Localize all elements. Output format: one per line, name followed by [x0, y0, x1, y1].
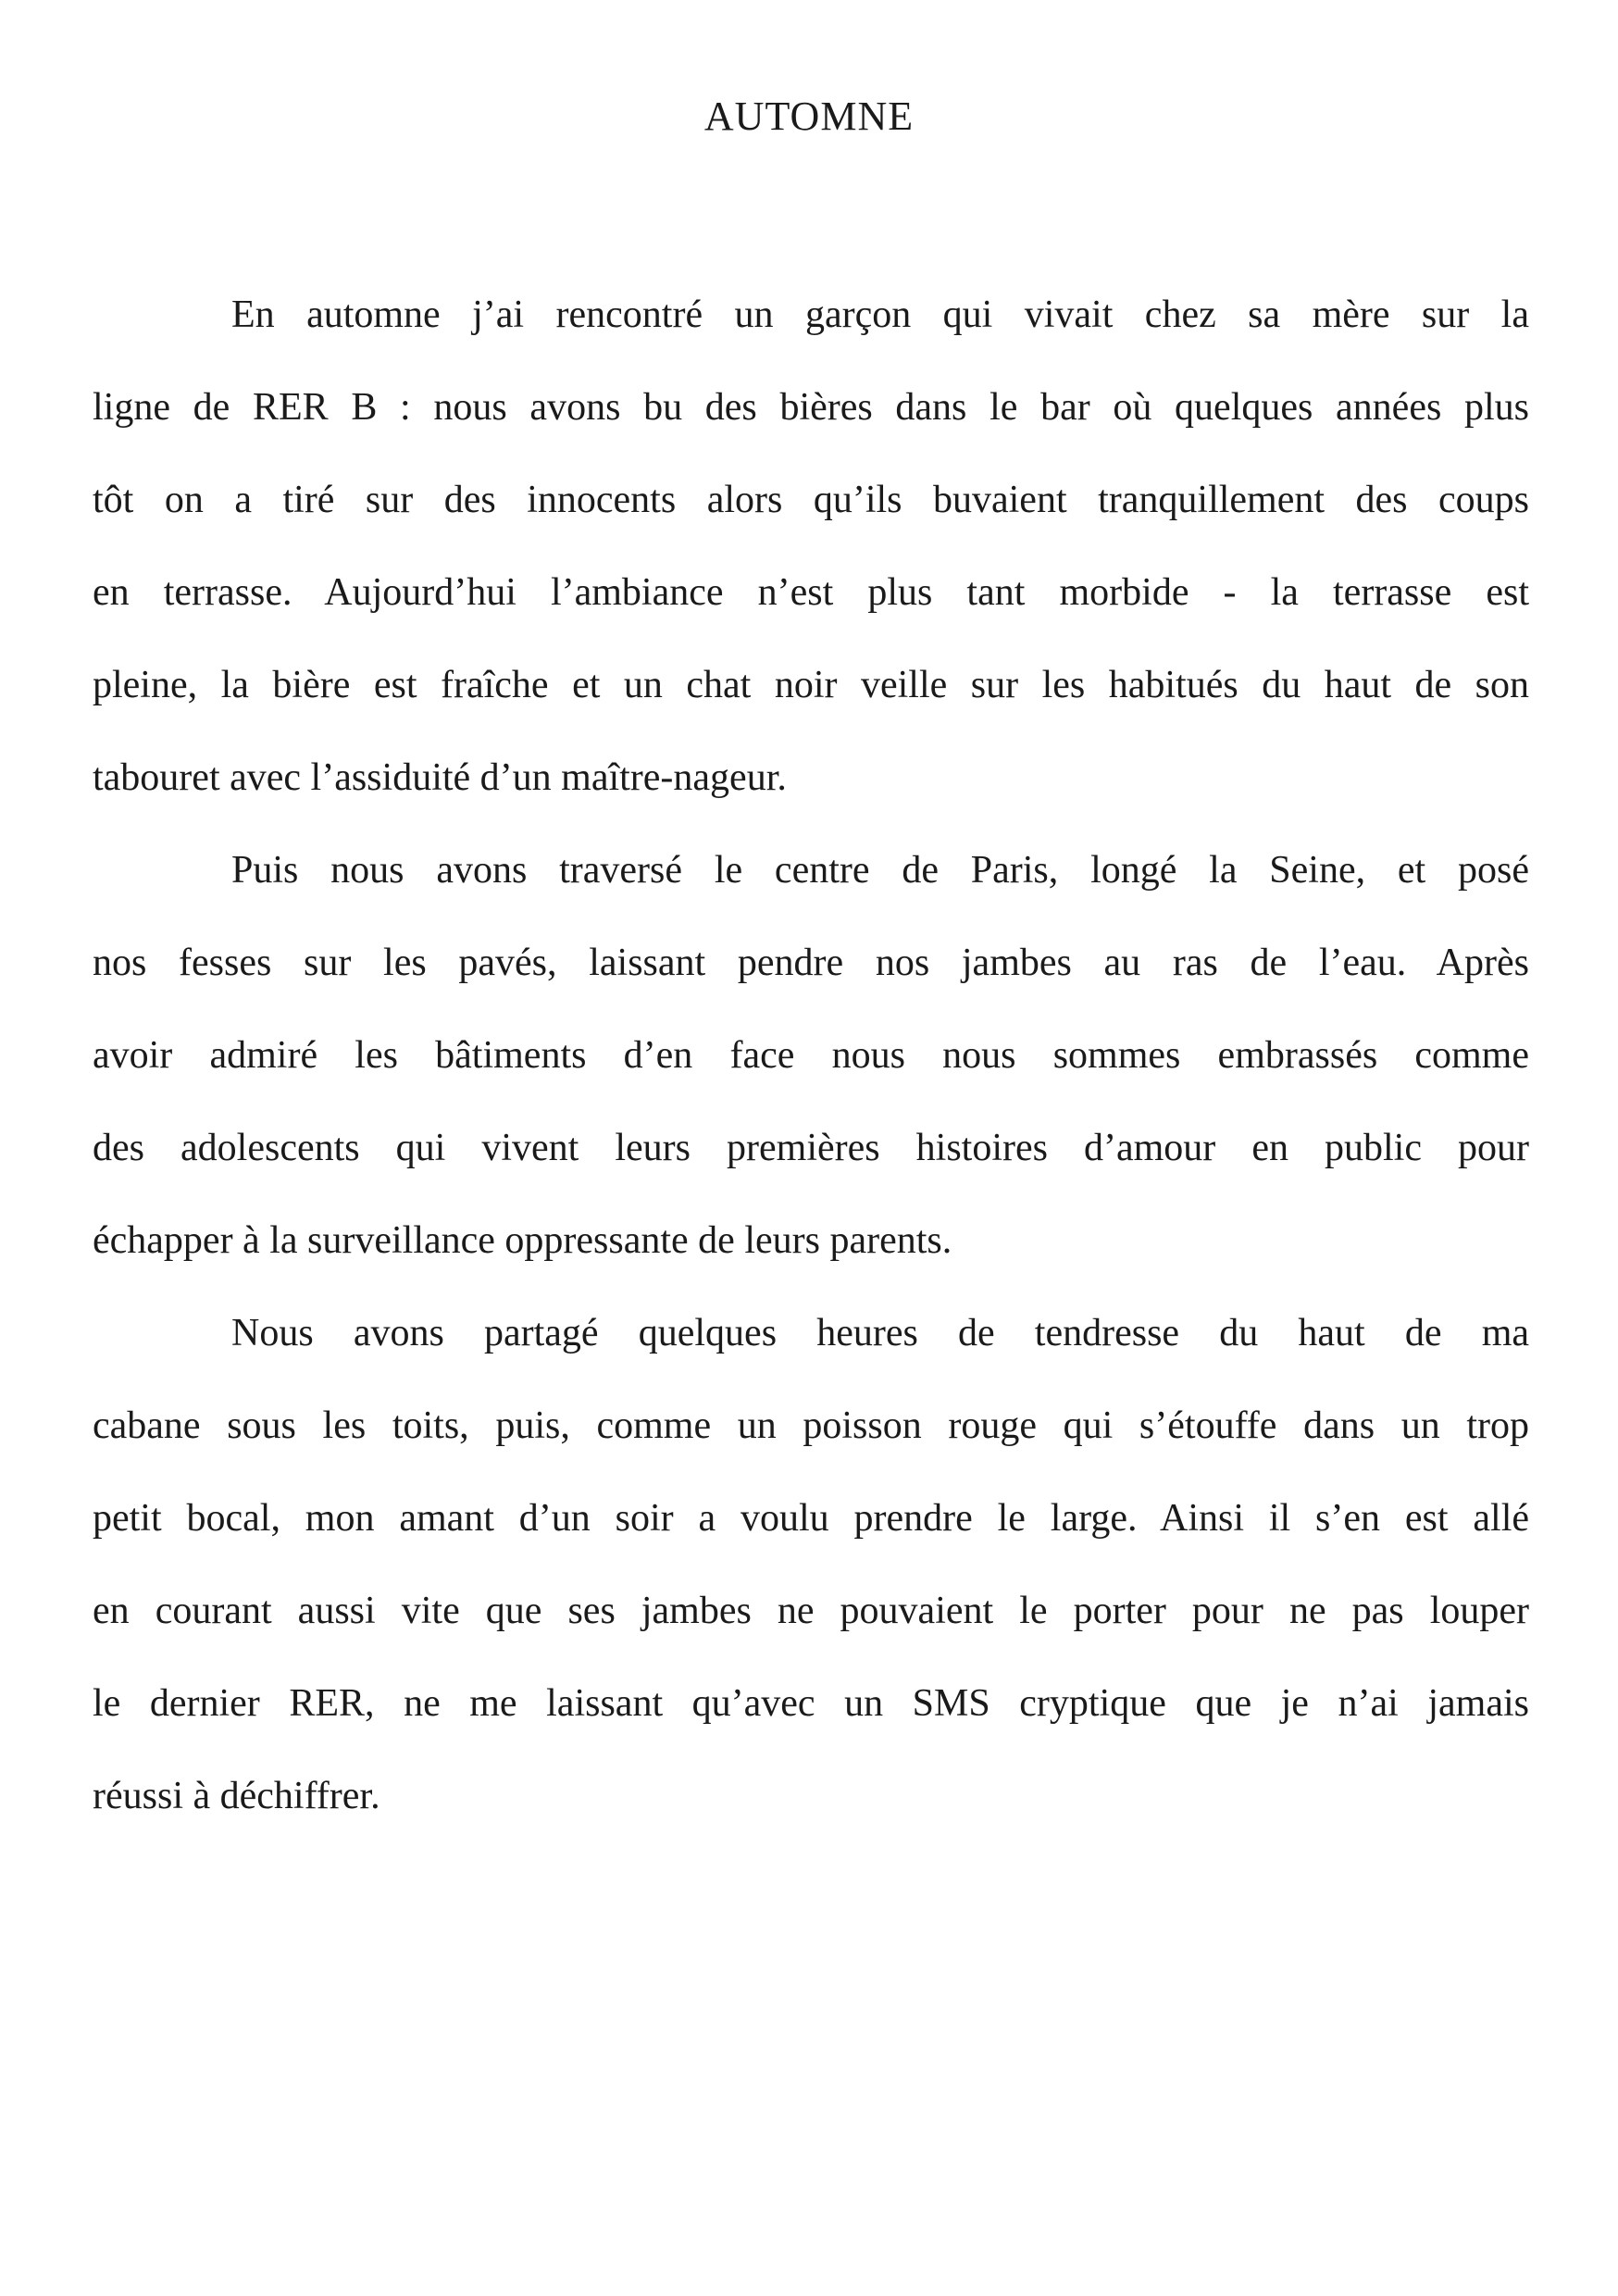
text-line: tôt on a tiré sur des innocents alors qu’ils buvaient tranquillement des coups — [93, 479, 1529, 521]
text-line: cabane sous les toits, puis, comme un poisson rouge qui s’étouffe dans un trop — [93, 1404, 1529, 1447]
text-line: en courant aussi vite que ses jambes ne pouvaient le porter pour ne pas louper — [93, 1590, 1529, 1632]
page-title: AUTOMNE — [703, 94, 915, 139]
text-line: échapper à la surveillance oppressante de leurs parents. — [93, 1219, 952, 1262]
text-line: Puis nous avons traversé le centre de Paris, longé la Seine, et posé — [231, 849, 1529, 892]
text-line: avoir admiré les bâtiments d’en face nous nous sommes embrassés comme — [93, 1034, 1529, 1077]
text-line: le dernier RER, ne me laissant qu’avec un SMS cryptique que je n’ai jamais — [93, 1682, 1529, 1725]
text-line: en terrasse. Aujourd’hui l’ambiance n’est plus tant morbide - la terrasse est — [93, 571, 1529, 614]
text-line: En automne j’ai rencontré un garçon qui vivait chez sa mère sur la — [231, 293, 1529, 336]
text-line: pleine, la bière est fraîche et un chat noir veille sur les habitués du haut de son — [93, 664, 1529, 706]
text-line: tabouret avec l’assiduité d’un maître-nageur. — [93, 756, 787, 799]
text-line: petit bocal, mon amant d’un soir a voulu prendre le large. Ainsi il s’en est allé — [93, 1497, 1529, 1540]
text-line: Nous avons partagé quelques heures de tendresse du haut de ma — [231, 1312, 1529, 1354]
text-line: des adolescents qui vivent leurs premières histoires d’amour en public pour — [93, 1127, 1529, 1169]
text-line: ligne de RER B : nous avons bu des bières dans le bar où quelques années plus — [93, 386, 1529, 429]
text-line: réussi à déchiffrer. — [93, 1775, 380, 1817]
text-line: nos fesses sur les pavés, laissant pendre nos jambes au ras de l’eau. Après — [93, 942, 1529, 984]
